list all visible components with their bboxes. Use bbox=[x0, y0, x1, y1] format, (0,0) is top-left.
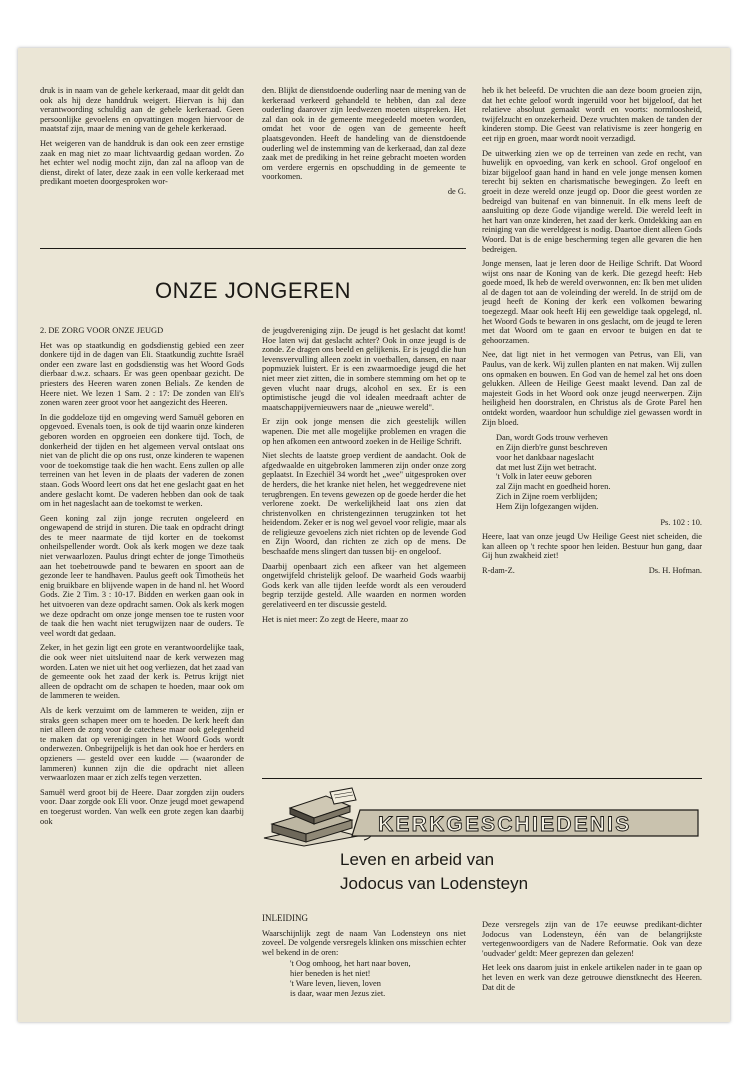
jongeren-column-2 bbox=[262, 326, 466, 766]
paragraph: Samuël werd groot bij de Heere. Daar zorgden zijn ouders voor. Daar zorgde ook Eli voor. Onze jeugd moet gewapend en toegerust worden. Van welk een grote zegen kan daarbij ook bbox=[40, 787, 244, 826]
verse-line: en Zijn dierb're gunst beschreven bbox=[496, 442, 608, 452]
verse-line: Dan, wordt Gods trouw verheven bbox=[496, 433, 608, 443]
title-line: Leven en arbeid van bbox=[340, 850, 495, 869]
psalm-reference: Ps. 102 : 10. bbox=[660, 517, 702, 527]
verse-line: dat met lust Zijn wet betracht. bbox=[496, 462, 597, 472]
kerkgeschiedenis-banner bbox=[260, 786, 700, 848]
top-column-3 bbox=[482, 86, 702, 786]
paragraph: druk is in naam van de gehele kerkeraad, maar dit geldt dan ook als hij deze handdruk weigert. Hiervan is hij dan verantwoording schuldig aan de gehele kerkeraad. Geen persoonlijke gevoelens en opvattingen mogen hiervoor de maatstaf zijn, maar de mening van de gehele kerkeraad. bbox=[40, 86, 244, 134]
psalm-verse bbox=[496, 433, 702, 511]
article-heading: 2. DE ZORG VOOR ONZE JEUGD bbox=[40, 326, 164, 335]
author-line bbox=[482, 566, 702, 576]
verse-line: Zich in Zijne roem verblijden; bbox=[496, 491, 598, 501]
paragraph: Het weigeren van de handdruk is dan ook een zeer ernstige zaak en mag niet zo maar lichtvaardig gedaan worden. Zo het echter wel nodig mocht zijn, dan zal na afloop van de dienst, direkt of later, deze zaak in een volle kerkeraad met predikant moeten doorgesproken wor- bbox=[40, 138, 244, 187]
paragraph: Niet slechts de laatste groep verdient de aandacht. Ook de afgedwaalde en uitgebroken lammeren zijn onder onze zorg geplaatst. In Ezechiël 34 wordt het „wee" uitgesproken over de herders, die het kranke niet helen, het weggedrevene niet terugbrengen. En tevens gewezen op de goede herder die het verlorene zoekt. De werkelijkheid laat ons zien dat christenvolken en christengezinnen terugzinken tot het heidendom. Zeker er is nog wel gevoel voor religie, maar als de religieuze gevoelens zich niet richten op de levende God en Zijn Woord, dan richten ze zich op de mens. De beschaafde mens slingert dan tussen bij- en ongeloof. bbox=[262, 451, 466, 557]
books-illustration-icon bbox=[264, 788, 371, 846]
jongeren-column-1 bbox=[40, 326, 244, 1016]
verse-line: hier beneden is het niet! bbox=[290, 969, 371, 979]
verse-line: 't Volk in later eeuw geboren bbox=[496, 472, 592, 482]
paragraph: Geen koning zal zijn jonge recruten ongeleerd en ongewapend de strijd in sturen. Die taak en opdracht dringt des te meer naarmate de tijd korter en de toekomst onheilspellender wordt. Ook als kerk mogen we deze taak niet verwaarlozen. Paulus dringt echter de jonge Timotheüs aan het toebetrouwde pand te bewaren en spoort aan de gezonde leer te handhaven. Paulus geeft ook Timotheüs het enig bruikbare en blijvende wapen in de hand nl. het Woord Gods. Zie 2 Tim. 3 : 10-17. Bidden en werken gaan ook in het uitvoeren van deze opdracht samen. Ook als kerk mogen we deze opdracht om onze jonge mensen toe te rusten voor de taak die hen wacht niet terugwijzen naar de ouders. Te veel wordt dat gedaan. bbox=[40, 513, 244, 638]
paragraph: Het leek ons daarom juist in enkele artikelen nader in te gaan op het leven en werk van deze getrouwe dienstknecht des Heeren. Dat dit de bbox=[482, 963, 702, 992]
paragraph: In die goddeloze tijd en omgeving werd Samuël geboren en opgevoed. Evenals toen, is ook de tijd waarin onze kinderen geboren worden en opgroeien een donkere tijd. Toch, de donkerheid der tijden en het algemeen verval ontslaat ons niet van de plicht die op ons rust, onze kinderen te wapenen voor de toekomstige taak die hen wacht. Eens zullen op alle terreinen van het leven in de plaats der vaderen de zonen staan. Gods Woord leert ons dat het ene geslacht gaat en het andere geslacht komt. De vaderen hebben dan ook de taak om in het nageslacht aan de toekomst te werken. bbox=[40, 412, 244, 509]
verse-line: zal Zijn macht en goedheid horen. bbox=[496, 482, 611, 492]
verse-line: Hem Zijn lofgezangen wijden. bbox=[496, 501, 599, 511]
paragraph: den. Blijkt de dienstdoende ouderling naar de mening van de kerkeraad verkeerd gehandeld te hebben, dan zal deze ouderling daarover zijn leedwezen moeten uitspreken. Het zal dan ook in de gemeente meegedeeld moeten worden, omdat het voor de ogen van de gemeente heeft plaatsgevonden. Heeft de handeling van de dienstdoende ouderling wel de instemming van de kerkeraad, dan zal deze zaak met de prediking in het reine gebracht moeten worden om verdere ergernis en opschudding in de gemeente te voorkomen. bbox=[262, 86, 466, 182]
paragraph: Heere, laat van onze jeugd Uw Heilige Geest niet scheiden, die kan alleen op 't rechte spoor hen leiden. Bestuur hun gang, daar Gij hun zwakheid ziet! bbox=[482, 532, 702, 561]
paragraph: Als de kerk verzuimt om de lammeren te weiden, zijn er straks geen schapen meer om te hoeden. De kerk heeft dan niet alleen de zorg voor de catechese maar ook gelegenheid te maken dat op verenigingen in het Woord Gods wordt onderwezen. Onbegrijpelijk is het dan ook hoe er herders en opzieners — gesteld over een kudde — (waaronder de lammeren) kunnen zijn die die opdracht niet alleen verwaarlozen maar er zich zelfs tegen verzetten. bbox=[40, 705, 244, 783]
kerk-column-2 bbox=[262, 914, 466, 1014]
title-line: Jodocus van Lodensteyn bbox=[340, 874, 529, 893]
paragraph: Zeker, in het gezin ligt een grote en verantwoordelijke taak, die ook weer niet uitsluitend naar de kerk verwezen mag worden. Laten we niet uit het oog verliezen, dat het zaad van de gemeente ook het zaad der kerk is. Petrus krijgt niet alleen de opdracht om de schapen te hoeden, maar ook om de lammeren te weiden. bbox=[40, 643, 244, 701]
divider-top bbox=[40, 248, 466, 249]
paragraph: Deze versregels zijn van de 17e eeuwse predikant-dichter Jodocus van Lodensteyn, één van de belangrijkste vertegenwoordigers van de Nadere Reformatie. Ook van deze 'oudvader' geldt: Meer geprezen dan gelezen! bbox=[482, 920, 702, 958]
article-title-lodensteyn bbox=[340, 848, 650, 896]
paragraph: Nee, dat ligt niet in het vermogen van Petrus, van Eli, van Paulus, van de kerk. Wij zullen planten en nat maken. Wij zullen ons opmaken en bouwen. En God van de hemel zal het ons doen gelukken. Alleen de Heilige Geest maakt levend. Dan zal de majesteit Gods in het Woord ook onze jeugd neerwerpen. Zijn heiligheid hen doorstralen, en Christus als de Grote Parel hen ontdekt worden, waardoor hun schuldige ziel gewassen wordt in Zijn bloed. bbox=[482, 350, 702, 427]
paragraph: Het was op staatkundig en godsdienstig gebied een zeer donkere tijd in de dagen van Eli. Staatkundig zuchtte Israël onder een zware last en godsdienstig was het Woord Gods dierbaar d.w.z. schaars. Er was geen openbaar gezicht. De priesters des Heeren waren zonen Belials. Ze kenden de Heere niet. We lezen 1 Sam. 2 : 17: De zonden van Eli's zonen waren zeer groot voor het aangezicht des Heeren. bbox=[40, 340, 244, 408]
verse-line: is daar, waar men Jezus ziet. bbox=[290, 988, 386, 998]
paragraph: Jonge mensen, laat je leren door de Heilige Schrift. Dat Woord wijst ons naar de Koning van de kerk. Die gezegd heeft: Heb goede moed, Ik heb de wereld overwonnen, en: Ik ben met uliden al de dagen tot aan de voleinding der wereld. In de strijd om de jeugd heeft de Koning der kerk een volkomen bewaring toegezegd. Maar ook heeft Hij een geweldige taak opgelegd, nl. het Woord Gods te bewaren in ons geslacht, om de jeugd te leren met dat Woord om te gaan en ervoor te buigen en dat te gehoorzamen. bbox=[482, 259, 702, 345]
kerk-column-3 bbox=[482, 920, 702, 1014]
paragraph: De uitwerking zien we op de terreinen van zede en recht, van huwelijk en opvoeding, van kerk en school. Grof ongeloof en bizar bijgeloof gaan hand in hand en vele jonge mensen komen terecht bij sekten en charismatische bewegingen. Zo leeft en groeit in deze wereld onze jeugd op. Door die geest worden ze bedreigd van buitenaf en van binnenuit. In elk mens leeft de aansluiting op deze Gode vijandige wereld. Die wereld leeft in het hart van onze kinderen, het zaad der kerk. Ontdekking aan en reiniging van die wereldgeest is nodig. Daartoe dient alleen Gods Woord. Dat is de enige bescherming tegen alle gevaren die hen bedreigen. bbox=[482, 148, 702, 254]
top-column-1 bbox=[40, 86, 244, 244]
paragraph: Waarschijnlijk zegt de naam Van Lodensteyn ons niet zoveel. De volgende versregels klinken ons misschien echter wel bekend in de oren: bbox=[262, 928, 466, 957]
lodensteyn-verse bbox=[290, 959, 466, 998]
banner-title: KERKGESCHIEDENIS bbox=[378, 813, 632, 836]
section-title-onze-jongeren: ONZE JONGEREN bbox=[155, 278, 351, 303]
article-signature: de G. bbox=[447, 186, 466, 196]
author-place: R-dam-Z. bbox=[482, 565, 515, 575]
paragraph: Daarbij openbaart zich een afkeer van het algemeen ongetwijfeld christelijk geloof. De waarheid Gods waarbij Gods kerk van alle tijden leefde wordt als een verouderd begrip terzijde gesteld. Alle waarden en normen worden gerelativeerd en ter discussie gesteld. bbox=[262, 561, 466, 610]
newspaper-page bbox=[18, 48, 730, 1022]
author-name: Ds. H. Hofman. bbox=[648, 565, 702, 575]
paragraph: heb ik het beleefd. De vruchten die aan deze boom groeien zijn, dat het echte geloof wordt ingeruild voor het bijgeloof, dat het relatieve absoluut gemaakt wordt en voorts: normloosheid, twijfelzucht en onzekerheid. Deze vruchten maken de tanden der kinderen stomp. Die Geest van relativisme is zeer hongerig en eet rijp en groen, maar wordt nooit verzadigd. bbox=[482, 86, 702, 143]
verse-line: voor het dankbaar nageslacht bbox=[496, 452, 594, 462]
paragraph: Het is niet meer: Zo zegt de Heere, maar zo bbox=[262, 614, 409, 624]
divider-kerkgeschiedenis bbox=[262, 778, 702, 779]
verse-line: 't Oog omhoog, het hart naar boven, bbox=[290, 959, 411, 969]
paragraph: Er zijn ook jonge mensen die zich geestelijk willen wapenen. Die met alle mogelijke problemen en vragen die op hen afkomen een antwoord zoeken in de Heilige Schrift. bbox=[262, 417, 466, 446]
top-column-2 bbox=[262, 86, 466, 246]
section-label-inleiding: INLEIDING bbox=[262, 914, 308, 923]
verse-line: 't Ware leven, lieven, loven bbox=[290, 978, 381, 988]
paragraph: de jeugdvereniging zijn. De jeugd is het geslacht dat komt! Hoe laten wij dat geslacht achter? Ook in onze jeugd is de zonde. Ze dragen ons beeld en gelijkenis. Er is jeugd die hun levensvervulling alleen zoekt in voetballen, dansen, en naar popmuziek luistert. Er is een zwaarmoedige jeugd die het niet meer ziet zitten, die in sombere stemming om het op te geven vlucht naar drugs, alcohol en sex. Er is een optimistische jeugd die vol idealen meedraaft achter de maatschappijvernieuwers naar de „nieuwe wereld". bbox=[262, 326, 466, 412]
